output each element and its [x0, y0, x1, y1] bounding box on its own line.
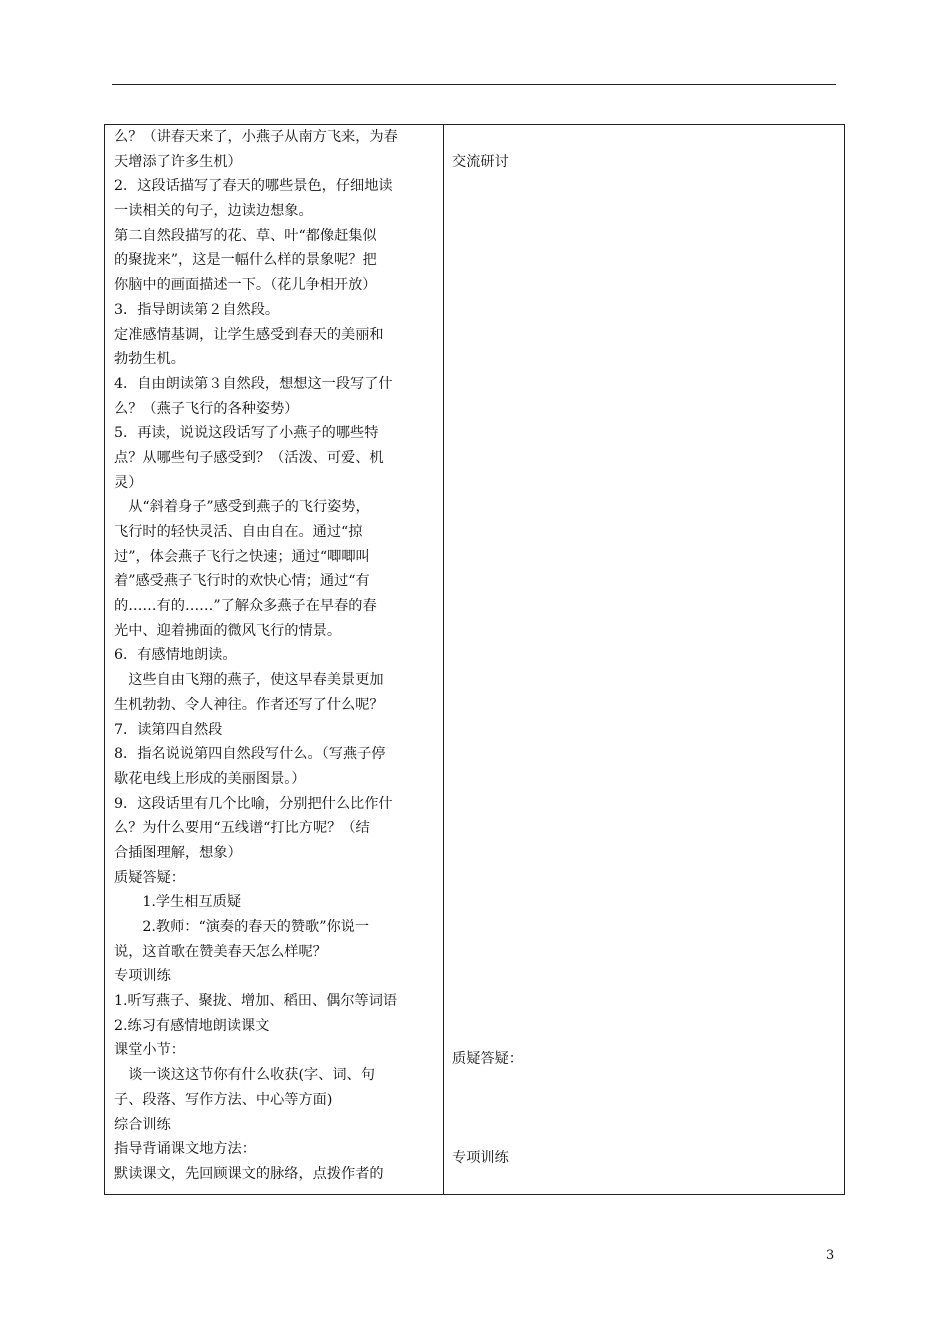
text-line: 9．这段话里有几个比喻，分别把什么比作什: [114, 795, 393, 812]
text-line: 么？为什么要用“五线谱“打比方呢？（结: [114, 820, 370, 837]
text-line: 点？从哪些句子感受到？（活泼、可爱、机: [114, 449, 384, 466]
text-line: 课堂小节：: [114, 1042, 185, 1059]
lesson-table: [104, 124, 845, 1195]
text-line: 子、段落、写作方法、中心等方面): [114, 1091, 333, 1108]
text-line: 歇花电线上形成的美丽图景。）: [114, 770, 306, 787]
text-line: 指导背诵课文地方法：: [114, 1141, 256, 1158]
teaching-procedure-column: [114, 125, 438, 1187]
text-line: 专项训练: [114, 968, 171, 985]
text-line: 么？（讲春天来了，小燕子从南方飞来，为春: [114, 129, 398, 145]
text-line: 综合训练: [114, 1116, 171, 1133]
text-line: 2.练习有感情地朗读课文: [114, 1017, 270, 1034]
text-line: 3．指导朗读第２自然段。: [114, 301, 280, 318]
text-line: 1.听写燕子、聚拢、增加、稻田、偶尔等词语: [114, 993, 398, 1010]
text-line: 质疑答疑：: [114, 869, 185, 886]
right-column-label-questions: 质疑答疑：: [452, 1051, 523, 1067]
text-line: 默读课文，先回顾课文的脉络，点拨作者的: [114, 1165, 384, 1182]
right-column-label-training: 专项训练: [452, 1150, 509, 1166]
text-line: 灵）: [114, 474, 143, 491]
text-line: 的聚拢来”，这是一幅什么样的景象呢？把: [114, 252, 377, 269]
text-line: 第二自然段描写的花、草、叶“都像赶集似: [114, 227, 377, 244]
text-line: 的……有的……”了解众多燕子在早春的春: [114, 598, 377, 615]
header-rule: [112, 84, 836, 85]
text-line: 6．有感情地朗读。: [114, 647, 237, 664]
text-line: 着”感受燕子飞行时的欢快心情；通过“有: [114, 573, 370, 590]
text-line: 7．读第四自然段: [114, 721, 223, 738]
text-line: 定准感情基调，让学生感受到春天的美丽和: [114, 326, 384, 343]
text-line: 谈一谈这这节你有什么收获(字、词、句: [114, 1067, 375, 1084]
text-line: 光中、迎着拂面的微风飞行的情景。: [114, 622, 342, 639]
text-line: 从“斜着身子”感受到燕子的飞行姿势，: [114, 499, 370, 516]
text-line: 你脑中的画面描述一下。（花儿争相开放）: [114, 277, 377, 294]
text-line: 飞行时的轻快灵活、自由自在。通过“掠: [114, 524, 363, 540]
text-line: 1.学生相互质疑: [114, 894, 242, 911]
text-line: 2．这段话描写了春天的哪些景色，仔细地读: [114, 178, 393, 195]
column-divider: [443, 125, 444, 1194]
text-line: 8．指名说说第四自然段写什么。（写燕子停: [114, 746, 386, 763]
page-number: 3: [826, 1248, 835, 1263]
right-column-label-exchange: 交流研讨: [452, 154, 509, 170]
text-line: 过”，体会燕子飞行之快速；通过“唧唧叫: [114, 548, 370, 565]
text-line: 4．自由朗读第３自然段，想想这一段写了什: [114, 375, 393, 392]
text-line: 天增添了许多生机）: [114, 153, 242, 170]
text-line: 么？（燕子飞行的各种姿势）: [114, 400, 299, 417]
text-line: 2.教师：“演奏的春天的赞歌”你说一: [114, 919, 370, 935]
text-line: 勃勃生机。: [114, 351, 185, 368]
text-line: 合插图理解，想象）: [114, 844, 242, 861]
text-line: 说，这首歌在赞美春天怎么样呢？: [114, 943, 327, 960]
text-line: 一读相关的句子，边读边想象。: [114, 203, 313, 220]
text-line: 5．再读，说说这段话写了小燕子的哪些特: [114, 425, 379, 442]
text-line: 这些自由飞翔的燕子，使这早春美景更加: [114, 672, 384, 689]
text-line: 生机勃勃、令人神往。作者还写了什么呢？: [114, 696, 384, 713]
